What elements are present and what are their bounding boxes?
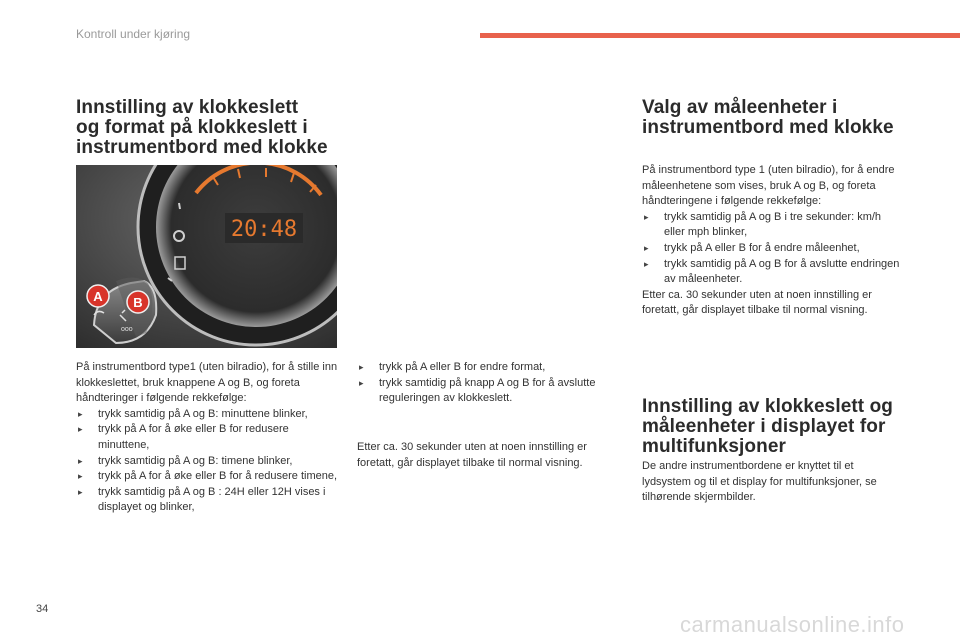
list-item: ▸ trykk på A for å øke eller B for redusere minuttene, — [76, 422, 338, 453]
right-title-line-2: instrumentbord med klokke — [642, 117, 894, 138]
right-title-2-line-1: Innstilling av klokkeslett og — [642, 396, 894, 417]
list-item: ▸ trykk samtidig på A og B for å avslutte endringen av måleenheter. — [642, 257, 904, 288]
left-title-line-2: og format på klokkeslett i — [76, 117, 308, 138]
list-item: ▸ trykk samtidig på knapp A og B for å avslutte reguleringen av klokkeslett. — [357, 376, 619, 407]
button-b-label: B — [133, 295, 143, 310]
clock-display: 20:48 — [230, 217, 298, 242]
list-item: ▸ trykk samtidig på A og B : 24H eller 12H vises i displayet og blinker, — [76, 485, 338, 516]
left-title-line-1: Innstilling av klokkeslett — [76, 97, 299, 118]
right-steps-list — [642, 210, 904, 288]
right-note: Etter ca. 30 sekunder uten at noen innstilling er foretatt, går displayet tilbake til normal visning. — [642, 288, 872, 317]
middle-steps-list — [357, 360, 619, 407]
right-body-2: De andre instrumentbordene er knyttet til et lydsystem og til et display for multifunksjoner, se tilhørende skjermbilder. — [642, 460, 877, 504]
page-number: 34 — [36, 603, 49, 615]
right-title-2-line-3: multifunksjoner — [642, 436, 787, 457]
svg-text:ooo: ooo — [121, 326, 133, 333]
list-item: ▸ trykk samtidig på A og B i tre sekunder: km/h eller mph blinker, — [642, 210, 904, 241]
list-item: ▸ trykk samtidig på A og B: timene blinker, — [76, 454, 338, 470]
list-item: ▸ trykk på A eller B for endre format, — [357, 360, 619, 376]
right-title-2 — [642, 397, 893, 457]
left-title-line-3: instrumentbord med klokke — [76, 137, 328, 158]
right-title — [642, 98, 894, 138]
right-text-block — [642, 163, 904, 319]
left-intro: På instrumentbord type1 (uten bilradio), for å stille inn klokkeslettet, bruk knappene A og B, og foreta håndteringer i følgende rekkefølge: — [76, 361, 338, 405]
list-item: ▸ trykk på A eller B for å endre måleenhet, — [642, 241, 904, 257]
middle-text-block — [357, 360, 619, 407]
left-steps-list — [76, 407, 338, 516]
middle-note: Etter ca. 30 sekunder uten at noen innstilling er foretatt, går displayet tilbake til normal visning. — [357, 441, 587, 469]
list-item: ▸ trykk samtidig på A og B: minuttene blinker, — [76, 407, 338, 423]
section-header: Kontroll under kjøring — [76, 27, 191, 41]
cluster-illustration — [76, 165, 337, 348]
left-title — [76, 98, 328, 158]
header-accent-bar — [480, 33, 960, 38]
right-intro: På instrumentbord type 1 (uten bilradio), for å endre måleenhetene som vises, bruk A og B, og foreta håndteringene i følgende rekkefølge: — [642, 164, 895, 208]
right-title-line-1: Valg av måleenheter i — [642, 97, 838, 118]
left-text-block — [76, 360, 338, 516]
list-item: ▸ trykk på A for å øke eller B for å redusere timene, — [76, 469, 338, 485]
right-title-2-line-2: måleenheter i displayet for — [642, 416, 886, 437]
watermark: carmanualsonline.info — [680, 612, 905, 637]
button-a-label: A — [93, 289, 103, 304]
instrument-cluster-figure — [76, 165, 337, 348]
